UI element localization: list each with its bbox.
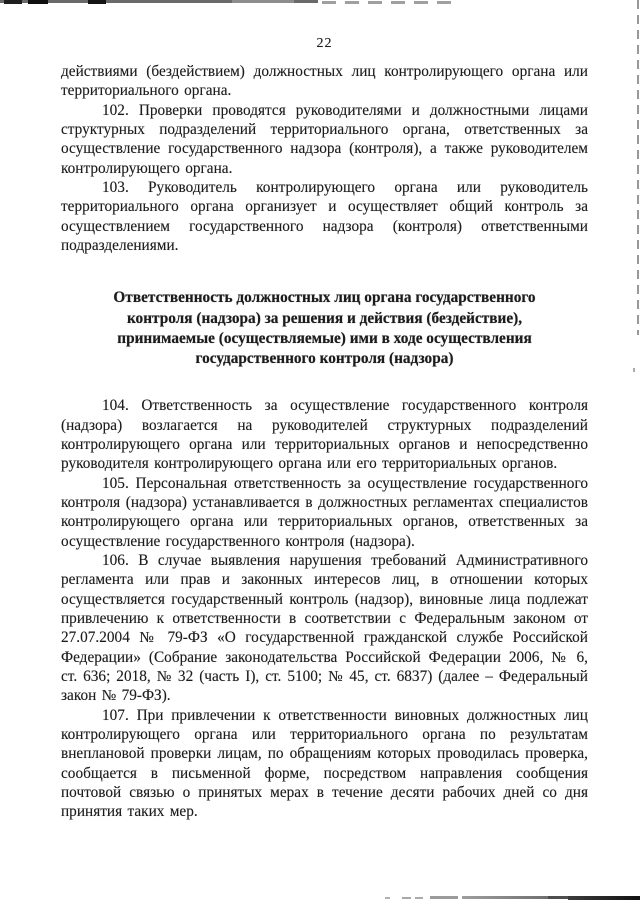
scan-artifact-dashes (322, 1, 456, 4)
paragraph-103: 103. Руководитель контролирующего органа или руководитель территориального органа организует и осуществляет общий контроль за осуществлением государственного надзора (контроля) ответственными подразделениями. (61, 179, 588, 255)
scan-artifact-bar (430, 896, 458, 899)
scan-artifact-bottom-edge (0, 896, 640, 905)
scan-artifact-dashes (402, 897, 411, 899)
paragraph-104: 104. Ответственность за осуществление государственного контроля (надзора) возлагается на руководителей структурных подразделений контролирующего органа или территориальных органов и непосредственно руководителя контролирующего органа или его территориальных органов. (61, 397, 588, 473)
paragraph-101-continuation: действиями (бездействием) должностных лиц контролирующего органа или территориального органа. (61, 63, 588, 100)
document-body (61, 62, 588, 822)
paragraph-106: 106. В случае выявления нарушения требований Административного регламента или прав и законных интересов лиц, в отношении которых осуществляется государственный контроль (надзор), виновные лица подлежат привлечению к ответственности в соответствии с Федеральным законом от 27.07.2004 № 79-ФЗ «О государственной гражданской службе Российской Федерации» (Собрание законодательства Российской Федерации 2006, № 6, ст. 636; 2018, № 32 (часть I), ст. 5100; № 45, ст. 6837) (далее – Федеральный закон № 79-ФЗ). (61, 552, 588, 705)
paragraph-105: 105. Персональная ответственность за осуществление государственного контроля (надзора) устанавливается в должностных регламентах специалистов контролирующего органа или территориальных органов, ответственных за осуществление государственного контроля (надзора). (61, 474, 588, 550)
scan-artifact-bar (28, 0, 48, 4)
scan-artifact-bar (88, 0, 106, 4)
scan-artifact-speck (633, 368, 635, 372)
paragraph-102: 102. Проверки проводятся руководителями и должностными лицами структурных подразделений территориального органа, ответственных за осуществление государственного надзора (контроля), а также руководителем контролирующего органа. (61, 101, 588, 177)
scan-artifact-bar (462, 896, 548, 899)
scan-artifact-bar (232, 0, 294, 3)
page-number: 22 (316, 36, 333, 51)
scan-artifact-bar (568, 896, 640, 900)
scan-artifact-bar (548, 896, 568, 899)
scan-artifact-right-edge-dashes (637, 0, 639, 335)
paragraph-107: 107. При привлечении к ответственности виновных должностных лиц контролирующего органа или территориального органа по результатам внеплановой проверки лицам, по обращениям которых проводилась проверка, сообщается в письменной форме, посредством направления сообщения почтовой связью о принятых мерах в течение десяти рабочих дней со дня принятия таких мер. (61, 706, 588, 821)
section-heading: Ответственность должностных лиц органа государственного контроля (надзора) за решения и действия (бездействие), принимаемые (осуществляемые) ими в ходе осуществления государственного контроля (надзора) (113, 289, 536, 368)
scan-artifact-dashes (385, 897, 390, 899)
scan-artifact-bar (4, 0, 22, 4)
scan-artifact-dashes (415, 897, 423, 899)
scan-artifact-top-edge (0, 0, 640, 8)
